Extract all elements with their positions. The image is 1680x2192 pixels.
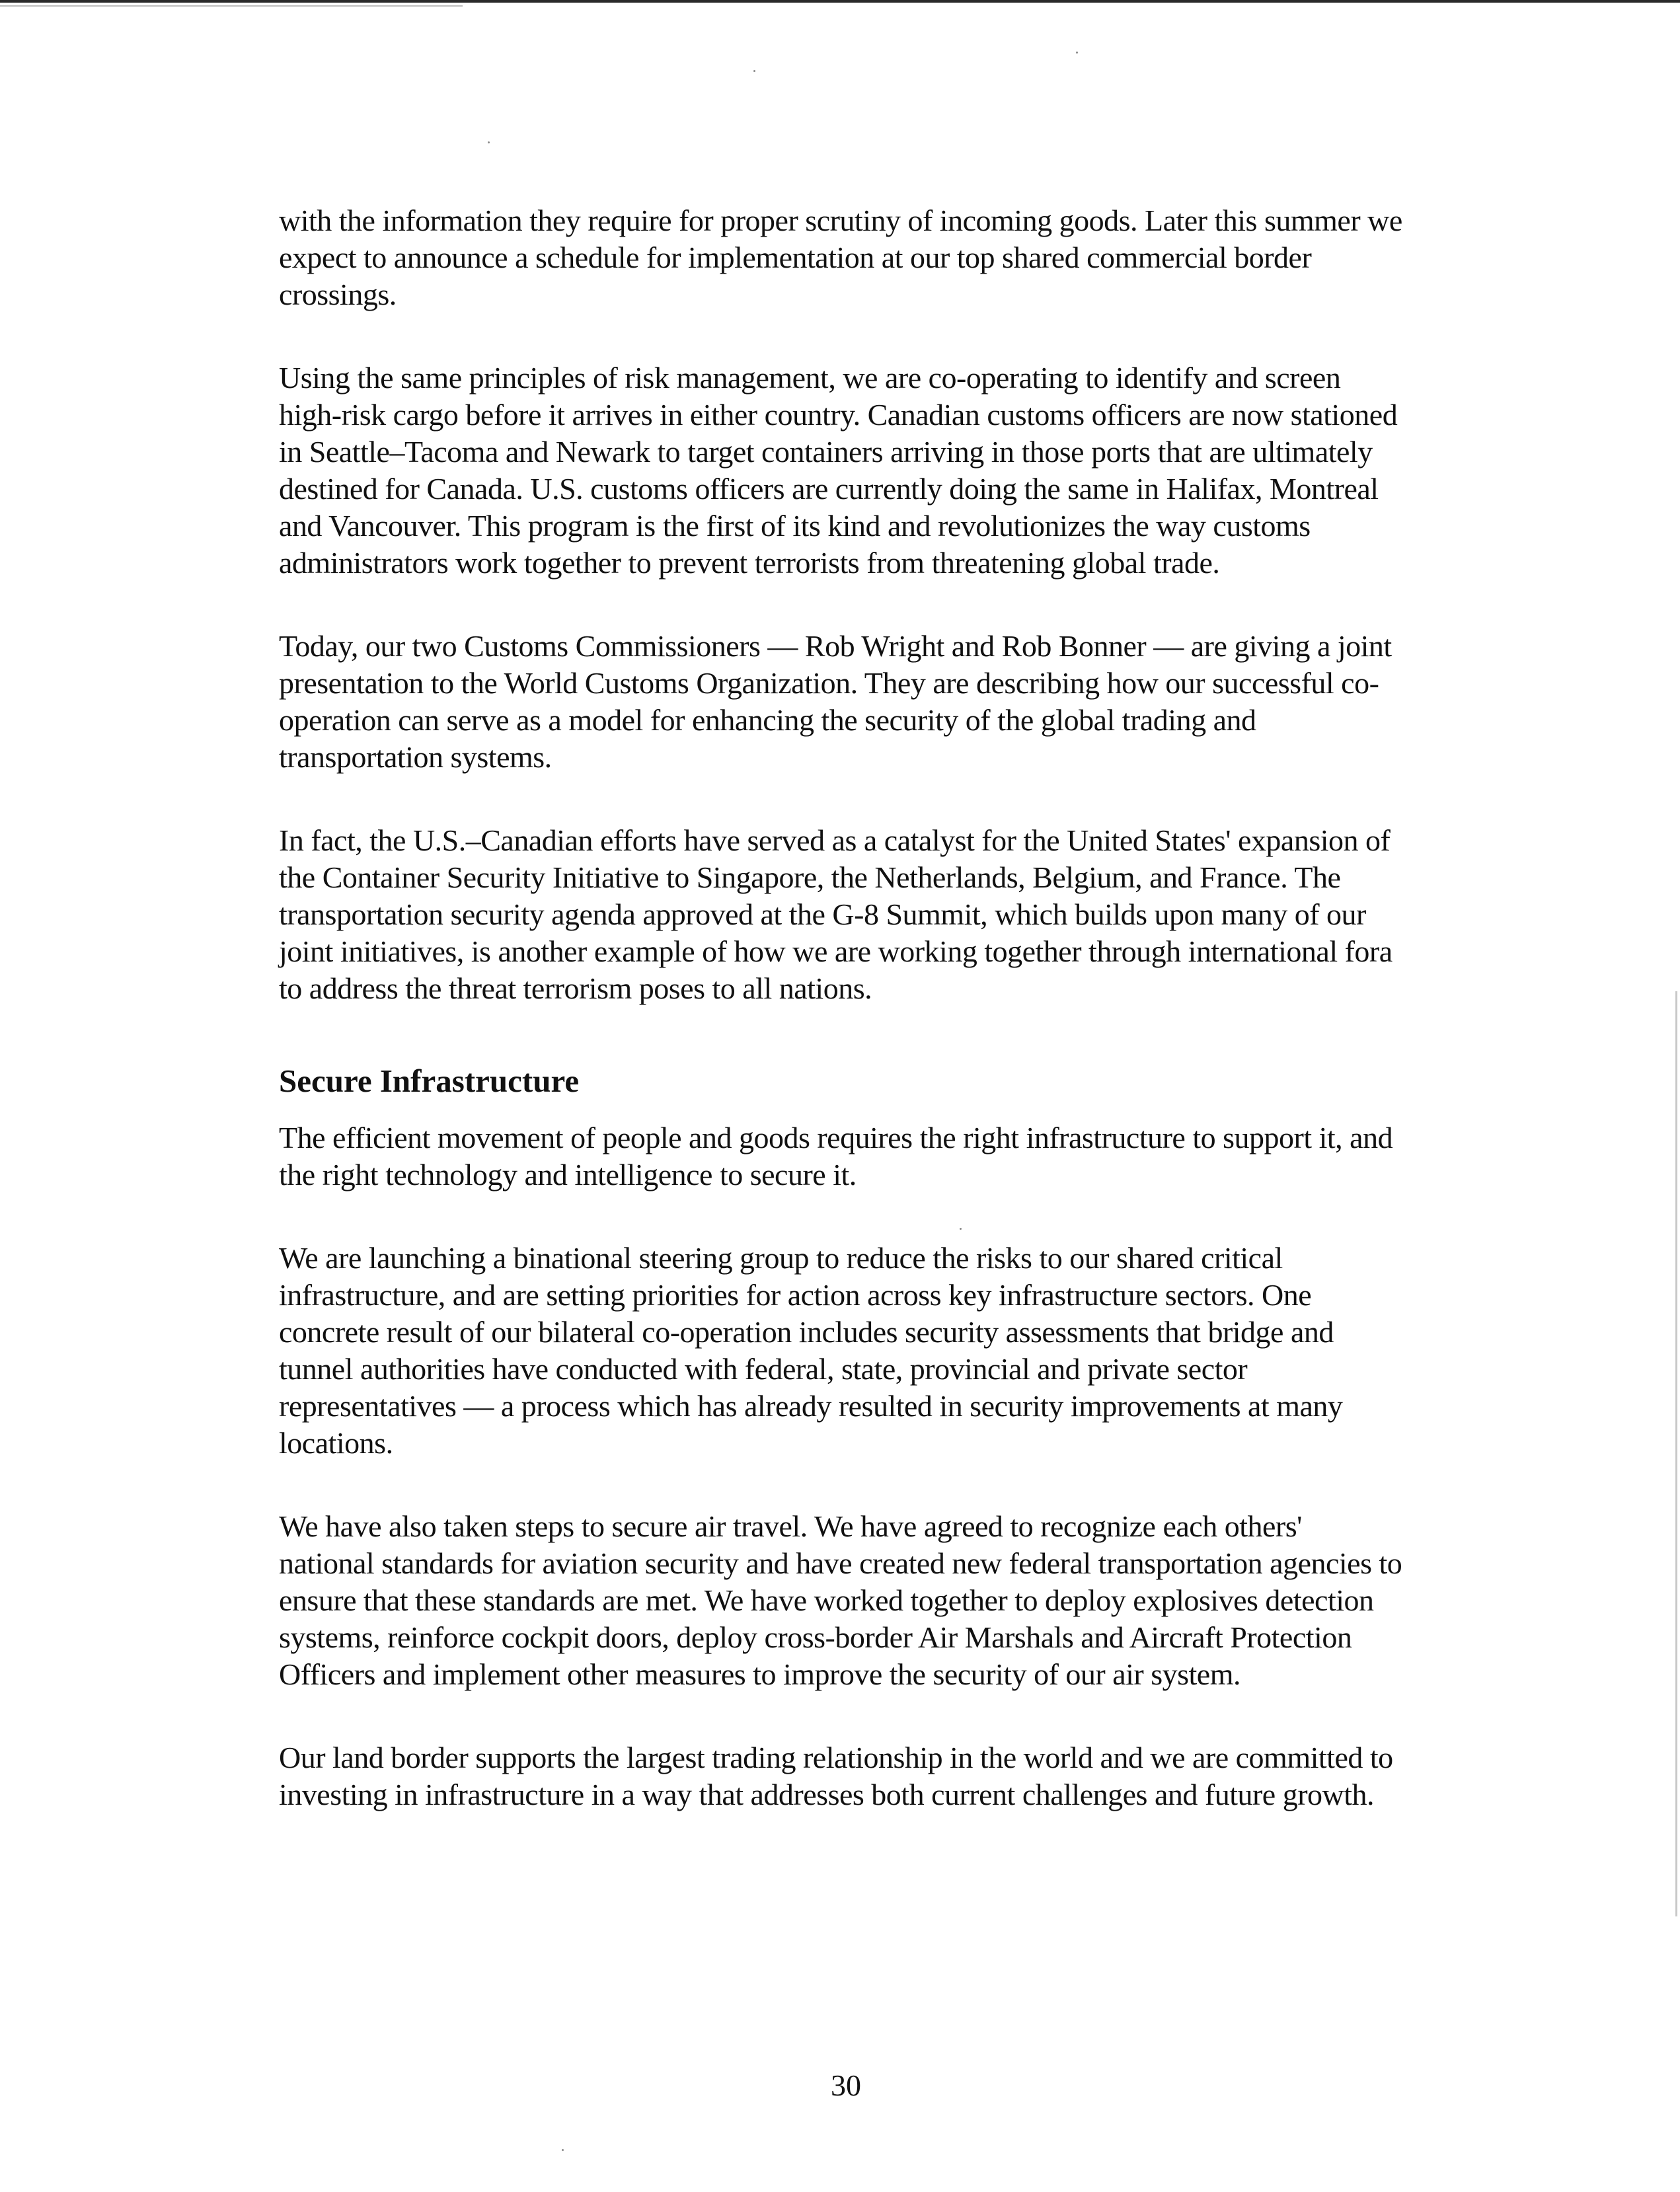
paragraph: Using the same principles of risk management, we are co-operating to identify and screen high-risk cargo before it arrives in either country. Canadian customs officers are now stationed in Seattle–Tacoma and Newark to target containers arriving in those ports that are ultimately destined for Canada. U.S. customs officers are currently doing the same in Halifax, Montreal and Vancouver. This program is the first of its kind and revolutionizes the way customs administrators work together to prevent terrorists from threatening global trade.: [279, 361, 1398, 580]
scan-speck: [488, 141, 490, 143]
scan-edge-right: [1675, 991, 1677, 1916]
paragraph: with the information they require for proper scrutiny of incoming goods. Later this summer we expect to announce a schedule for implementation at our top shared commercial border crossings.: [279, 204, 1402, 311]
scan-speck: [1076, 52, 1078, 54]
scan-edge-top-light: [0, 5, 463, 7]
scan-speck: [562, 2149, 564, 2151]
paragraph: The efficient movement of people and goods requires the right infrastructure to support it, and the right technology and intelligence to secure it.: [279, 1121, 1393, 1191]
page-number: 30: [831, 2068, 861, 2102]
paragraph: In fact, the U.S.–Canadian efforts have served as a catalyst for the United States' expansion of the Container Security Initiative to Singapore, the Netherlands, Belgium, and France. The transportation security agenda approved at the G-8 Summit, which builds upon many of our joint initiatives, is another example of how we are working together through international fora to address the threat terrorism poses to all nations.: [279, 823, 1393, 1005]
scan-speck: [753, 70, 755, 72]
paragraph: We have also taken steps to secure air travel. We have agreed to recognize each others' national standards for aviation security and have created new federal transportation agencies to ensure that these standards are met. We have worked together to deploy explosives detection systems, reinforce cockpit doors, deploy cross-border Air Marshals and Aircraft Protection Officers and implement other measures to improve the security of our air system.: [279, 1509, 1402, 1691]
scan-edge-top: [0, 0, 1680, 3]
document-body: [279, 202, 1402, 1813]
paragraph: We are launching a binational steering group to reduce the risks to our shared critical infrastructure, and are setting priorities for action across key infrastructure sectors. One concrete result of our bilateral co-operation includes security assessments that bridge and tunnel authorities have conducted with federal, state, provincial and private sector representatives — a process which has already resulted in security improvements at many locations.: [279, 1241, 1343, 1460]
paragraph: Today, our two Customs Commissioners — Rob Wright and Rob Bonner — are giving a joint presentation to the World Customs Organization. They are describing how our successful co-operation can serve as a model for enhancing the security of the global trading and transportation systems.: [279, 629, 1392, 774]
section-heading: Secure Infrastructure: [279, 1063, 580, 1099]
paragraph: Our land border supports the largest trading relationship in the world and we are committed to investing in infrastructure in a way that addresses both current challenges and future growth.: [279, 1741, 1393, 1811]
